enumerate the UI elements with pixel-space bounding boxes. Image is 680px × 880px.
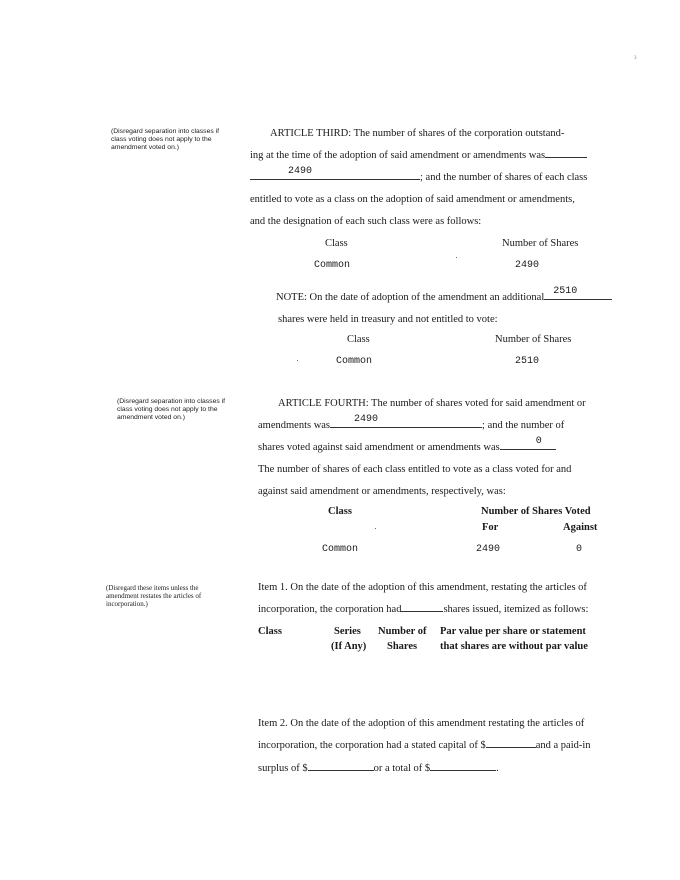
item2-line-3-prefix: surplus of $ (258, 763, 308, 774)
stated-capital-blank (486, 747, 536, 748)
item2-line-1: Item 2. On the date of the adoption of this amendment restating the articles of (258, 718, 585, 729)
item1-line-2 (258, 604, 588, 615)
item2-line-2 (258, 740, 591, 751)
outstanding-trailing-blank (545, 157, 587, 158)
article-third-line-4: entitled to vote as a class on the adoption of said amendment or amendments, (250, 194, 575, 205)
item1-col-number-2: Shares (387, 641, 418, 652)
sidebar-note-class-voting-2: (Disregard separation into classes if class voting does not apply to the amendment voted on.) (117, 398, 226, 422)
item2-line-3-mid: or a total of $ (373, 763, 431, 774)
article-fourth-col-class: Class (328, 506, 352, 517)
item1-line-1: Item 1. On the date of the adoption of this amendment, restating the articles of (258, 582, 587, 593)
item1-col-class: Class (258, 626, 282, 637)
item1-col-series-2: (If Any) (331, 641, 367, 652)
item2-line-2-suffix: and a paid-in (535, 740, 591, 751)
article-third-line-1: ARTICLE THIRD: The number of shares of the corporation outstand- (270, 128, 565, 139)
scan-speck (297, 360, 298, 361)
article-third-col-class: Class (325, 238, 348, 249)
page-number: 3 (634, 56, 637, 61)
scan-speck (456, 257, 457, 258)
voted-against-field (500, 436, 556, 450)
additional-shares-field (544, 286, 612, 300)
voted-for-field (330, 414, 482, 428)
sidebar-note-class-voting-1: (Disregard separation into classes if class voting does not apply to the amendment voted on.) (111, 128, 220, 152)
note-line-1-text: NOTE: On the date of adoption of the amendment an additional (276, 292, 545, 303)
item1-col-number-1: Number of (378, 626, 427, 637)
article-third-col-shares: Number of Shares (502, 238, 579, 249)
article-fourth-line-2-prefix: amendments was (258, 420, 331, 431)
sidebar-note-restatement: (Disregard these items unless the amendment restates the articles of incorporation.) (106, 584, 202, 609)
article-third-line-3-text: ; and the number of shares of each class (420, 172, 588, 183)
voted-against-value: 0 (535, 436, 542, 447)
item1-col-par-2: that shares are without par value (440, 641, 588, 652)
note-row-class: Common (336, 356, 373, 367)
item1-line-2-suffix: shares issued, itemized as follows: (443, 604, 589, 615)
item2-line-2-prefix: incorporation, the corporation had a stated capital of $ (258, 740, 486, 751)
article-third-row-class: Common (314, 260, 351, 271)
article-fourth-line-5: against said amendment or amendments, respectively, was: (258, 486, 506, 497)
shares-issued-blank (401, 611, 443, 612)
article-fourth-line-4: The number of shares of each class entitled to vote as a class voted for and (258, 464, 572, 475)
article-fourth-col-voted: Number of Shares Voted (481, 506, 591, 517)
article-fourth-line-2-suffix: ; and the number of (482, 420, 565, 431)
item1-col-par-1: Par value per share or statement (440, 626, 586, 637)
article-fourth-line-3 (258, 436, 556, 453)
article-fourth-line-1: ARTICLE FOURTH: The number of shares voted for said amendment or (278, 398, 586, 409)
article-fourth-row-for: 2490 (476, 544, 501, 555)
article-third-line-2-text: ing at the time of the adoption of said amendment or amendments was (250, 150, 546, 161)
article-third-line-3 (250, 166, 588, 183)
article-third-line-5: and the designation of each such class were as follows: (250, 216, 482, 227)
article-third-line-2 (250, 150, 587, 161)
note-line-2: shares were held in treasury and not entitled to vote: (278, 314, 498, 325)
item2-line-3-end: . (496, 763, 499, 774)
article-fourth-row-against: 0 (576, 544, 583, 555)
article-fourth-line-2 (258, 414, 565, 431)
additional-shares-value: 2510 (553, 286, 578, 297)
article-fourth-col-for: For (482, 522, 499, 533)
total-blank (430, 770, 496, 771)
note-line-1 (276, 286, 612, 303)
item2-line-3 (258, 763, 499, 774)
article-fourth-col-against: Against (563, 522, 598, 533)
paid-in-surplus-blank (308, 770, 374, 771)
item1-line-2-prefix: incorporation, the corporation had (258, 604, 402, 615)
item1-col-series-1: Series (334, 626, 361, 637)
note-row-shares: 2510 (515, 356, 540, 367)
outstanding-shares-value: 2490 (288, 166, 313, 177)
note-col-class: Class (347, 334, 370, 345)
scan-speck (375, 528, 376, 529)
article-fourth-line-3-prefix: shares voted against said amendment or amendments was (258, 442, 500, 453)
note-col-shares: Number of Shares (495, 334, 572, 345)
article-fourth-row-class: Common (322, 544, 359, 555)
outstanding-shares-field (250, 166, 420, 180)
voted-for-value: 2490 (354, 414, 379, 425)
article-third-row-shares: 2490 (515, 260, 540, 271)
